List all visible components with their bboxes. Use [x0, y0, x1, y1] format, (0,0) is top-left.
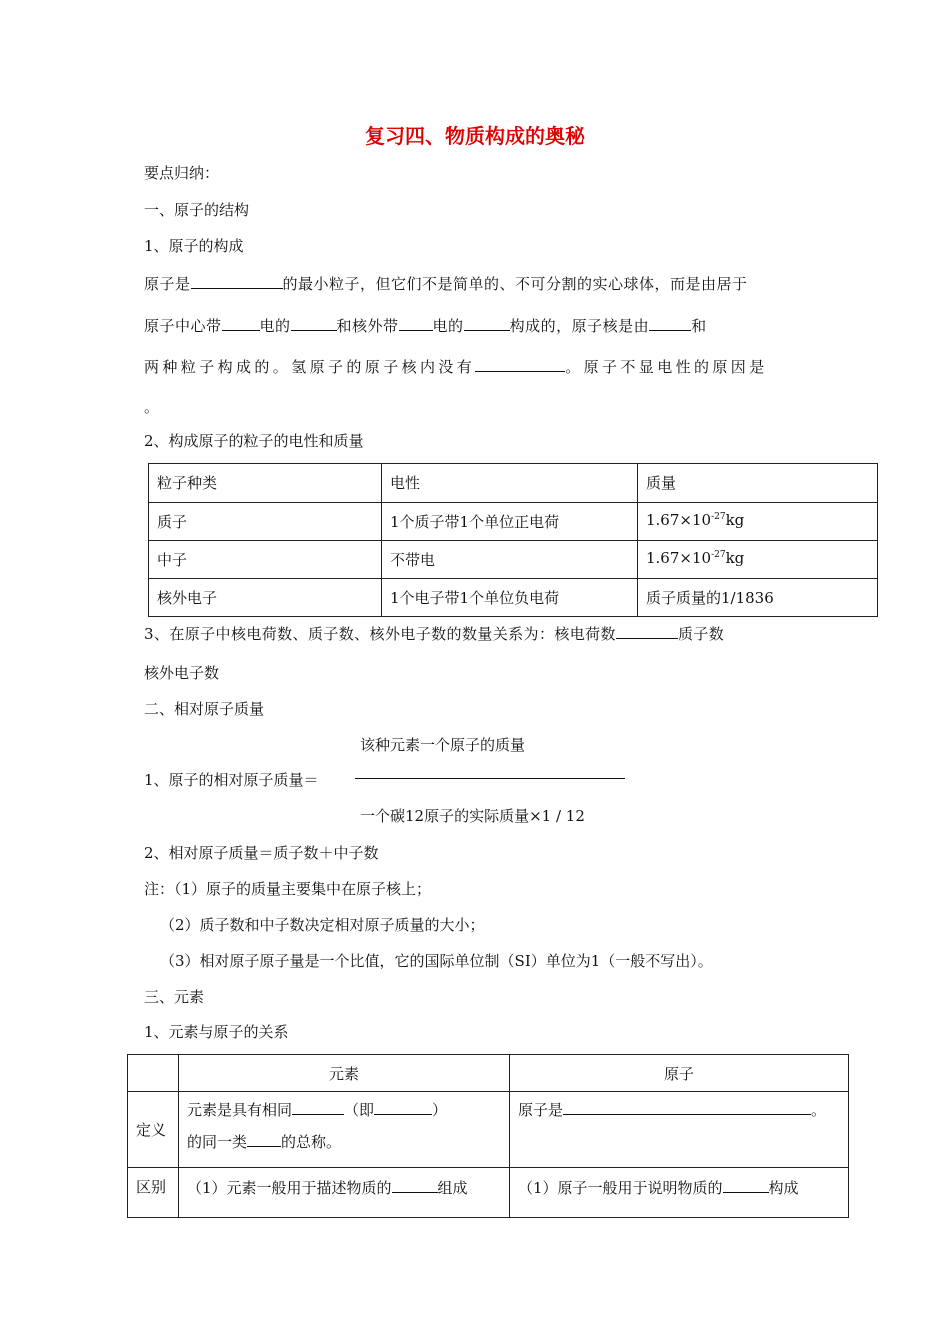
blank-field: [292, 1098, 344, 1115]
table-cell: 不带电: [382, 541, 638, 579]
blank-field: [222, 314, 260, 331]
table-row: [149, 464, 878, 503]
section1-sub2: 2、构成原子的粒子的电性和质量: [144, 432, 364, 450]
para-line-3: 两种粒子构成的。氢原子的原子核内没有 。原子不显电性的原因是: [144, 355, 768, 377]
table-cell: （1）原子一般用于说明物质的 构成: [510, 1168, 849, 1218]
blank-field: [475, 355, 565, 372]
table-cell: （1）元素一般用于描述物质的 组成: [179, 1168, 510, 1218]
table-row: [128, 1092, 849, 1168]
fraction-numerator: 该种元素一个原子的质量: [360, 736, 526, 754]
table-row: [149, 503, 878, 541]
table-cell: 质子: [149, 503, 382, 541]
fraction-line: [355, 778, 625, 779]
blank-field: [191, 272, 283, 289]
note-1: 注：（1）原子的质量主要集中在原子核上；: [144, 880, 432, 898]
blank-field: [649, 314, 691, 331]
section3-heading: 三、元素: [144, 988, 205, 1006]
table-cell: 中子: [149, 541, 382, 579]
fraction-denominator: 一个碳12原子的实际质量×1 / 12: [360, 807, 585, 825]
table-cell: 质子质量的1/1836: [638, 579, 878, 617]
note-2: （2）质子数和中子数决定相对原子质量的大小；: [160, 916, 485, 934]
page-title: 复习四、物质构成的奥秘: [365, 124, 585, 148]
table-cell: 元素是具有相同 （即 ） 的同一类 的总称。: [179, 1092, 510, 1168]
section2-sub2: 2、相对原子质量＝质子数＋中子数: [144, 844, 379, 862]
table-cell: $1.67\times 10^{-27}kg$: [638, 503, 878, 541]
table-header: 元素: [179, 1055, 510, 1092]
blank-field: [563, 1098, 811, 1115]
formula-label: 1、原子的相对原子质量＝: [144, 771, 319, 789]
para-line-4: 。: [144, 398, 160, 416]
table-row: [149, 579, 878, 617]
table-cell: 原子是 。: [510, 1092, 849, 1168]
element-atom-table: [127, 1054, 849, 1218]
section1-sub3: 3、在原子中核电荷数、质子数、核外电子数的数量关系为：核电荷数 质子数: [144, 622, 724, 644]
particle-table: [148, 463, 878, 617]
blank-field: [392, 1176, 438, 1193]
section3-sub1: 1、元素与原子的关系: [144, 1023, 289, 1041]
section2-heading: 二、相对原子质量: [144, 700, 265, 718]
blank-field: [723, 1176, 769, 1193]
table-cell: 1个质子带1个单位正电荷: [382, 503, 638, 541]
blank-field: [616, 622, 678, 639]
para-line-2: 原子中心带 电的 和核外带 电的 构成的，原子核是由 和: [144, 314, 707, 336]
table-row: [128, 1168, 849, 1218]
summary-heading: 要点归纳：: [144, 164, 220, 182]
blank-field: [291, 314, 337, 331]
table-corner: [128, 1055, 179, 1092]
section1-sub1: 1、原子的构成: [144, 237, 244, 255]
table-cell: $1.67\times 10^{-27}kg$: [638, 541, 878, 579]
table-cell: 1个电子带1个单位负电荷: [382, 579, 638, 617]
table-cell: 核外电子: [149, 579, 382, 617]
table-header: 粒子种类: [149, 464, 382, 503]
note-3: （3）相对原子原子量是一个比值，它的国际单位制（SI）单位为1（一般不写出）。: [160, 952, 713, 970]
blank-field: [399, 314, 433, 331]
para-line-1: 原子是 的最小粒子，但它们不是简单的、不可分割的实心球体，而是由居于: [144, 272, 748, 294]
row-label-difference: 区别: [128, 1168, 179, 1218]
table-header: 电性: [382, 464, 638, 503]
table-row: [128, 1055, 849, 1092]
row-label-definition: 定义: [128, 1092, 179, 1168]
section1-sub3-cont: 核外电子数: [144, 664, 220, 682]
blank-field: [374, 1098, 432, 1115]
blank-field: [464, 314, 510, 331]
table-row: [149, 541, 878, 579]
section1-heading: 一、原子的结构: [144, 201, 250, 219]
table-header: 原子: [510, 1055, 849, 1092]
blank-field: [247, 1130, 281, 1147]
table-header: 质量: [638, 464, 878, 503]
